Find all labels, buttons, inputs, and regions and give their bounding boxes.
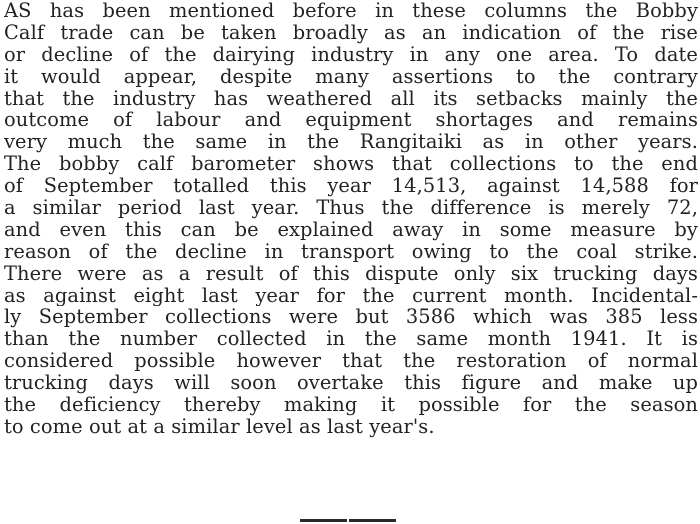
article-line: or decline of the dairying industry in any one area. To date bbox=[4, 43, 698, 66]
article-line: than the number collected in the same month 1941. It is bbox=[4, 328, 698, 351]
article-line: There were as a result of this dispute only six trucking days bbox=[4, 262, 698, 285]
article-line: the deficiency thereby making it possible for the season bbox=[4, 394, 698, 416]
section-divider bbox=[300, 519, 396, 523]
article-line: as against eight last year for the current month. Incidental- bbox=[4, 284, 698, 307]
article-line: a similar period last year. Thus the difference is merely 72, bbox=[4, 197, 698, 219]
article-line: trucking days will soon overtake this figure and make up bbox=[4, 372, 698, 395]
article-line: considered possible however that the restoration of normal bbox=[4, 350, 698, 373]
article-line: very much the same in the Rangitaiki as in other years. bbox=[4, 131, 698, 154]
article-line: and even this can be explained away in some measure by bbox=[4, 218, 698, 241]
article-line-final: to come out at a similar level as last year's. bbox=[4, 415, 435, 438]
article-line: The bobby calf barometer shows that collections to the end bbox=[4, 153, 698, 176]
article-line: AS has been mentioned before in these columns the Bobby bbox=[4, 0, 698, 22]
article-line: of September totalled this year 14,513, against 14,588 for bbox=[4, 175, 698, 198]
article-column bbox=[4, 0, 698, 438]
divider-segment bbox=[300, 519, 347, 522]
article-line: it would appear, despite many assertions to the contrary bbox=[4, 65, 698, 88]
article-line: that the industry has weathered all its setbacks mainly the bbox=[4, 87, 698, 110]
article-line: reason of the decline in transport owing to the coal strike. bbox=[4, 240, 698, 263]
article-line: outcome of labour and equipment shortages and remains bbox=[4, 109, 698, 132]
article-line: Calf trade can be taken broadly as an indication of the rise bbox=[4, 21, 698, 44]
divider-segment bbox=[349, 519, 396, 522]
article-line: ly September collections were but 3586 which was 385 less bbox=[4, 306, 698, 329]
